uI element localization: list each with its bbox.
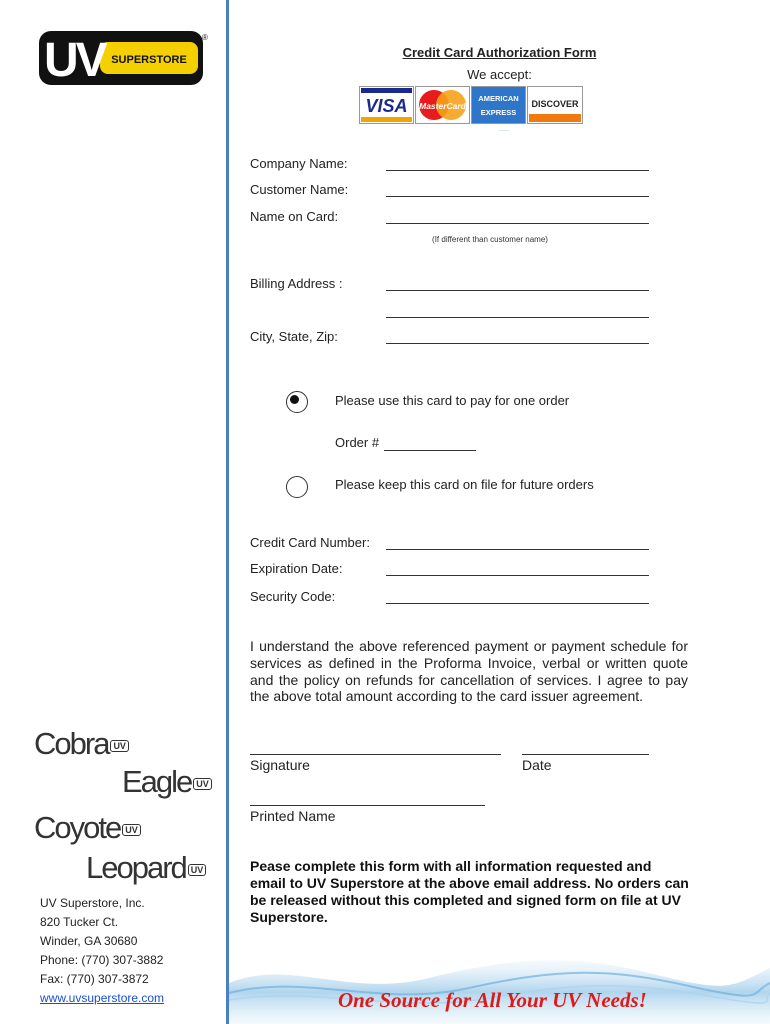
order-number-label: Order # [335,435,380,450]
cobra-logo: Cobra UV [34,726,129,762]
card-number-field[interactable] [386,549,649,550]
name-on-card-note: (If different than customer name) [432,235,548,244]
fax: Fax: (770) 307-3872 [40,972,149,986]
order-number-field[interactable] [384,450,476,451]
city-state-zip-label: City, State, Zip: [250,329,338,344]
logo-badge: SUPERSTORE [111,54,187,66]
mastercard-logo [416,87,470,124]
amex-logo [472,87,526,133]
city: Winder, GA 30680 [40,934,138,948]
billing-address-field-1[interactable] [386,290,649,291]
name-on-card-label: Name on Card: [250,209,339,224]
slogan: One Source for All Your UV Needs! [338,988,647,1012]
visa-logo [360,87,414,124]
card-number-label: Credit Card Number: [250,535,370,550]
printed-name-field[interactable] [250,805,485,806]
printed-name-label: Printed Name [250,808,336,824]
discover-logo [528,87,583,124]
keep-on-file-radio[interactable] [286,476,308,498]
accept-label: We accept: [467,67,532,82]
one-order-radio[interactable] [286,391,308,413]
date-label: Date [522,757,552,773]
leopard-logo: Leopard UV [86,850,206,886]
company-name-field[interactable] [386,170,649,171]
street: 820 Tucker Ct. [40,915,119,929]
svg-text:EXPRESS: EXPRESS [480,108,517,117]
svg-text:MasterCard: MasterCard [419,101,466,111]
customer-name-field[interactable] [386,196,649,197]
billing-address-label: Billing Address : [250,276,343,291]
company-address [40,894,164,1008]
svg-text:AMERICAN EXPRESS: AMERICAN EXPRESS [498,131,509,132]
signature-field[interactable] [250,754,501,755]
phone: Phone: (770) 307-3882 [40,953,164,967]
coyote-logo: Coyote UV [34,810,141,846]
svg-text:VISA: VISA [365,96,408,116]
svg-text:DISCOVER: DISCOVER [531,99,579,109]
svg-text:AMERICAN: AMERICAN [478,94,519,103]
one-order-label: Please use this card to pay for one order [335,393,570,408]
company-name: UV Superstore, Inc. [40,896,145,910]
company-name-label: Company Name: [250,156,348,171]
uv-superstore-logo [38,28,208,88]
expiration-date-label: Expiration Date: [250,561,343,576]
expiration-date-field[interactable] [386,575,649,576]
signature-label: Signature [250,757,310,773]
brand-logos [34,726,214,891]
column-divider [226,0,229,1024]
customer-name-label: Customer Name: [250,182,349,197]
keep-on-file-label: Please keep this card on file for future orders [335,477,594,492]
city-state-zip-field[interactable] [386,343,649,344]
form-title: Credit Card Authorization Form [402,45,597,60]
date-field[interactable] [522,754,649,755]
submission-notice: Pease complete this form with all information requested and email to UV Superstore at the above email address. No orders can be released without this completed and signed form on file at UV Superstore. [250,858,689,925]
security-code-field[interactable] [386,603,649,604]
billing-address-field-2[interactable] [386,317,649,318]
security-code-label: Security Code: [250,589,336,604]
name-on-card-field[interactable] [386,223,649,224]
authorization-terms: I understand the above referenced payment or payment schedule for services as defined in the Proforma Invoice, verbal or written quote and the policy on refunds for cancellation of services. I agree to pay the above total amount according to the card issuer agreement. [250,638,688,705]
logo-mark: UV [44,34,105,87]
card-logos [359,85,584,132]
eagle-logo: Eagle UV [122,764,212,800]
website-link[interactable]: www.uvsuperstore.com [40,991,165,1005]
registered-mark: ® [202,33,208,42]
